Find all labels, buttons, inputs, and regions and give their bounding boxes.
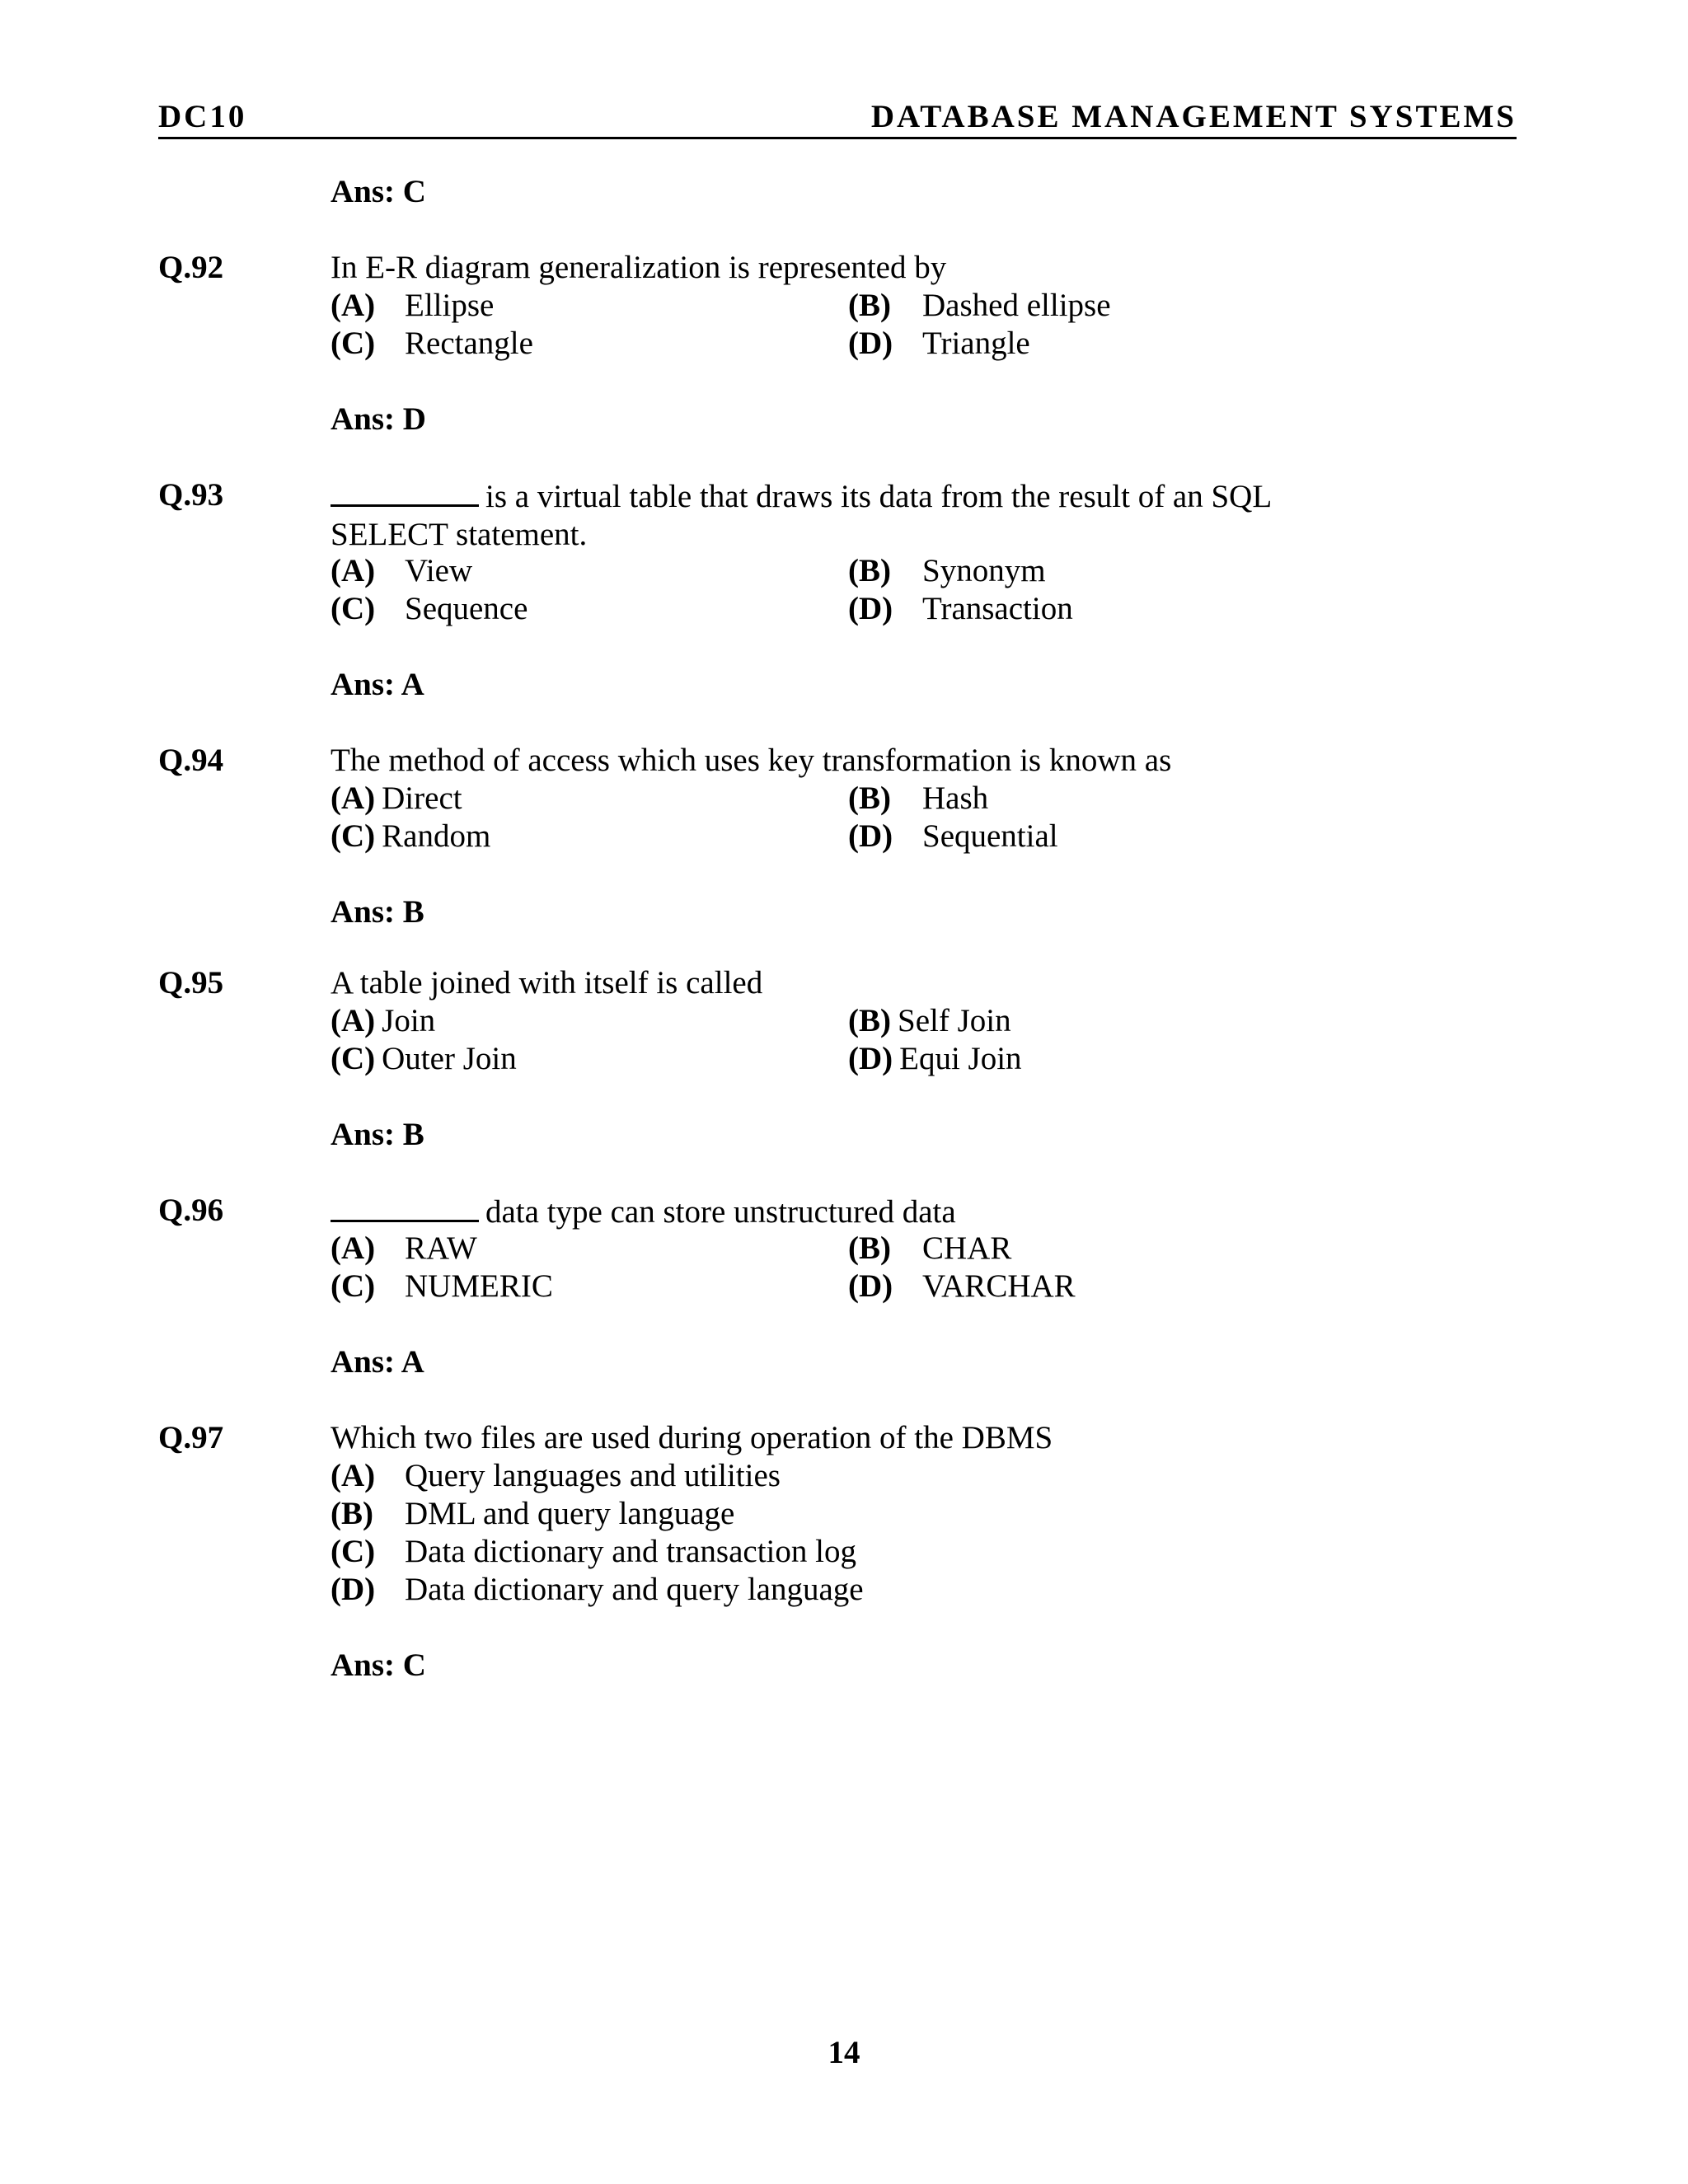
option-label: (B) <box>848 1230 891 1266</box>
option-label: (A) <box>331 1003 376 1038</box>
option-b <box>848 1002 1011 1040</box>
option-text: Sequential <box>922 818 1058 854</box>
header-title: DATABASE MANAGEMENT SYSTEMS <box>870 99 1517 134</box>
option-c <box>331 818 490 855</box>
option-text: Data dictionary and transaction log <box>405 1534 856 1569</box>
question-number: Q.93 <box>158 477 224 513</box>
option-label: (C) <box>331 591 376 626</box>
option-b <box>848 552 1046 590</box>
option-label: (D) <box>848 818 893 854</box>
option-label: (A) <box>331 553 376 588</box>
option-c <box>331 325 533 363</box>
option-d <box>848 1040 1022 1078</box>
question-text: In E-R diagram generalization is represented by <box>331 250 947 285</box>
option-text: RAW <box>405 1230 477 1266</box>
prev-answer: Ans: C <box>331 174 426 209</box>
option-text: Join <box>382 1003 436 1038</box>
option-label: (D) <box>848 1268 893 1304</box>
option-text: Direct <box>382 780 462 816</box>
option-label: (A) <box>331 288 376 323</box>
option-text: Ellipse <box>405 288 495 323</box>
option-text: Data dictionary and query language <box>405 1572 864 1607</box>
option-label: (C) <box>331 818 376 854</box>
option-b <box>848 780 989 818</box>
option-text: Synonym <box>922 553 1046 588</box>
option-b <box>848 1230 1012 1268</box>
option-text: Self Join <box>898 1003 1011 1038</box>
question-text <box>331 476 1484 554</box>
option-label: (B) <box>848 288 891 323</box>
option-text: DML and query language <box>405 1496 735 1531</box>
answer-96: Ans: A <box>331 1344 424 1380</box>
answer-95: Ans: B <box>331 1117 424 1152</box>
page-number: 14 <box>828 2035 860 2070</box>
page-header <box>158 97 1517 139</box>
option-d <box>848 1268 1076 1305</box>
answer-97: Ans: C <box>331 1647 426 1683</box>
option-label: (C) <box>331 1041 376 1076</box>
option-label: (A) <box>331 780 376 816</box>
option-text: VARCHAR <box>922 1268 1076 1304</box>
option-text: Dashed ellipse <box>922 288 1111 323</box>
option-d <box>848 818 1058 855</box>
option-d <box>331 1571 864 1609</box>
question-number: Q.94 <box>158 743 224 778</box>
question-text-line2: SELECT statement. <box>331 517 588 552</box>
answer-93: Ans: A <box>331 667 424 702</box>
question-number: Q.92 <box>158 250 224 285</box>
option-label: (A) <box>331 1230 376 1266</box>
option-label: (A) <box>331 1458 376 1493</box>
option-d <box>848 325 1030 363</box>
option-label: (D) <box>848 1041 893 1076</box>
option-text: View <box>405 553 473 588</box>
option-a <box>331 287 495 325</box>
option-label: (B) <box>848 1003 891 1038</box>
option-label: (B) <box>331 1496 373 1531</box>
option-label: (D) <box>848 326 893 361</box>
question-text-line1: is a virtual table that draws its data from the result of an SQL <box>485 479 1273 514</box>
question-text: Which two files are used during operation of the DBMS <box>331 1420 1053 1455</box>
answer-94: Ans: B <box>331 894 424 930</box>
fill-blank <box>331 1192 479 1222</box>
option-text: NUMERIC <box>405 1268 553 1304</box>
option-a <box>331 1457 781 1495</box>
option-a <box>331 780 462 818</box>
fill-blank <box>331 476 479 507</box>
option-c <box>331 1268 553 1305</box>
option-label: (B) <box>848 553 891 588</box>
question-number: Q.97 <box>158 1420 224 1455</box>
option-text: Transaction <box>922 591 1073 626</box>
option-label: (C) <box>331 326 376 361</box>
option-b <box>331 1495 735 1533</box>
option-a <box>331 1002 435 1040</box>
option-d <box>848 590 1073 628</box>
option-text: CHAR <box>922 1230 1012 1266</box>
option-label: (B) <box>848 780 891 816</box>
option-a <box>331 1230 477 1268</box>
option-text: Equi Join <box>899 1041 1022 1076</box>
option-text: Triangle <box>922 326 1030 361</box>
option-text: Rectangle <box>405 326 533 361</box>
question-text: A table joined with itself is called <box>331 965 763 1001</box>
option-text: Query languages and utilities <box>405 1458 781 1493</box>
option-label: (C) <box>331 1534 376 1569</box>
question-text-line1: data type can store unstructured data <box>485 1194 956 1230</box>
option-c <box>331 1040 517 1078</box>
option-c <box>331 1533 856 1571</box>
option-label: (D) <box>331 1572 376 1607</box>
question-number: Q.96 <box>158 1193 224 1228</box>
course-code: DC10 <box>158 99 247 134</box>
option-a <box>331 552 473 590</box>
question-text: The method of access which uses key transformation is known as <box>331 743 1172 778</box>
option-label: (D) <box>848 591 893 626</box>
option-text: Hash <box>922 780 989 816</box>
option-label: (C) <box>331 1268 376 1304</box>
answer-92: Ans: D <box>331 401 426 437</box>
option-text: Outer Join <box>382 1041 517 1076</box>
option-b <box>848 287 1111 325</box>
question-number: Q.95 <box>158 965 224 1001</box>
option-text: Random <box>382 818 491 854</box>
question-text <box>331 1192 1484 1231</box>
option-c <box>331 590 528 628</box>
option-text: Sequence <box>405 591 528 626</box>
